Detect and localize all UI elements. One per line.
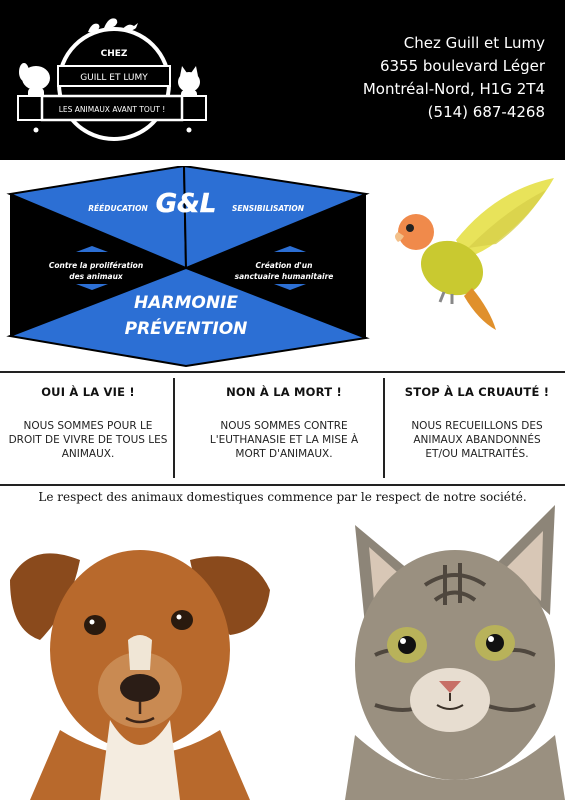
column-stop	[396, 385, 558, 461]
label-right-1: Création d'un	[255, 261, 313, 270]
slogan: Le respect des animaux domestiques commence par le respect de notre société.	[38, 490, 527, 504]
logo-top-text: CHEZ	[100, 49, 128, 59]
dog-photo	[0, 540, 280, 800]
parrot-image	[386, 170, 556, 340]
column-title: OUI À LA VIE !	[41, 385, 135, 399]
column-body: NOUS SOMMES CONTRE L'EUTHANASIE ET LA MISE À MORT D'ANIMAUX.	[209, 420, 359, 460]
column-title: NON À LA MORT !	[226, 385, 342, 399]
column-body: NOUS RECUEILLONS DES ANIMAUX ABANDONNÉS ET/OU MALTRAITÉS.	[411, 420, 543, 460]
logo-name: GUILL ET LUMY	[80, 73, 148, 83]
column-divider	[173, 378, 175, 478]
header-bar	[0, 0, 565, 160]
cat-photo	[345, 505, 565, 800]
label-harmonie: HARMONIE	[133, 293, 239, 313]
label-reeducation: RÉÉDUCATION	[88, 204, 148, 213]
divider-bottom	[0, 484, 565, 486]
mission-diamond	[6, 166, 370, 370]
label-prevention: PRÉVENTION	[124, 319, 248, 339]
contact-city: Montréal-Nord, H1G 2T4	[362, 80, 545, 98]
label-left-1: Contre la prolifération	[48, 261, 144, 270]
label-right-2: sanctuaire humanitaire	[234, 272, 334, 281]
column-body: NOUS SOMMES POUR LE DROIT DE VIVRE DE TOUS LES ANIMAUX.	[8, 420, 168, 460]
contact-phone: (514) 687-4268	[427, 103, 545, 121]
logo-banner: LES ANIMAUX AVANT TOUT !	[58, 105, 166, 114]
center-logo: G&L	[155, 189, 217, 219]
column-oui	[8, 385, 168, 461]
contact-name: Chez Guill et Lumy	[403, 34, 545, 52]
contact-street: 6355 boulevard Léger	[379, 57, 545, 75]
column-divider	[383, 378, 385, 478]
label-left-2: des animaux	[69, 272, 123, 281]
divider-top	[0, 371, 565, 373]
contact-block	[363, 32, 545, 124]
column-title: STOP À LA CRUAUTÉ !	[404, 385, 550, 399]
label-sensibilisation: SENSIBILISATION	[231, 204, 305, 213]
column-non	[200, 385, 368, 461]
logo	[14, 8, 210, 152]
